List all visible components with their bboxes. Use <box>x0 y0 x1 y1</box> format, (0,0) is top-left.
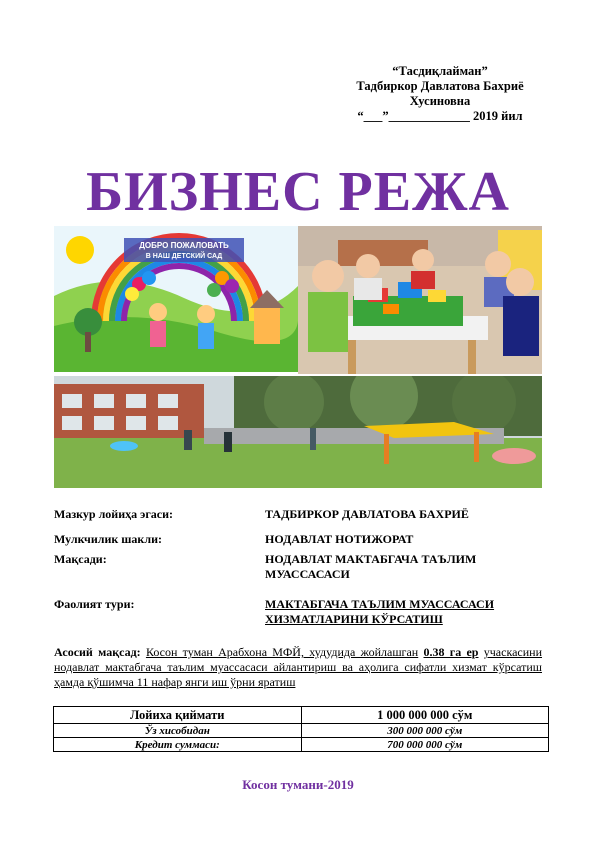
ownership-label: Мулкчилик шакли: <box>54 532 162 546</box>
activity-label: Фаолият тури: <box>54 597 135 611</box>
cost-header-label: Лойиха қиймати <box>54 707 302 724</box>
land-area: 0.38 га ер <box>423 645 479 659</box>
purpose-label: Асосий мақсад: <box>54 645 141 659</box>
own-funds-value: 300 000 000 сўм <box>301 724 549 738</box>
footer-location-year: Косон тумани-2019 <box>242 777 354 792</box>
children-playing-photo <box>298 226 542 374</box>
approver-name: Тадбиркор Давлатова Бахриё <box>356 79 524 93</box>
owner-value: ТАДБИРКОР ДАВЛАТОВА БАХРИЁ <box>265 507 469 521</box>
activity-value: МАКТАБГАЧА ТАЪЛИМ МУАССАСАСИ ХИЗМАТЛАРИНИ КЎРСАТИШ <box>265 597 495 626</box>
goal-label: Мақсади: <box>54 552 107 566</box>
credit-value: 700 000 000 сўм <box>301 738 549 752</box>
approver-patronymic: Хусиновна <box>409 94 471 108</box>
ownership-value: НОДАВЛАТ НОТИЖОРАТ <box>265 532 414 546</box>
table-row <box>54 738 549 752</box>
table-row <box>54 724 549 738</box>
owner-label: Мазкур лойиҳа эгаси: <box>54 507 173 521</box>
svg-text:В НАШ ДЕТСКИЙ САД: В НАШ ДЕТСКИЙ САД <box>145 253 223 260</box>
approval-date: “___”_____________ 2019 йил <box>357 109 523 123</box>
banner-text: ДОБРО ПОЖАЛОВАТЬ <box>139 241 229 250</box>
purpose-text-1: Косон туман Арабхона МФЙ, худудида жойлашган <box>145 645 419 659</box>
kindergarten-yard-photo <box>54 376 542 488</box>
main-purpose-paragraph <box>54 645 542 690</box>
cost-header-value: 1 000 000 000 сўм <box>301 707 549 724</box>
approval-title: “Тасдиқлайман” <box>392 64 488 78</box>
own-funds-label: Ўз хисобидан <box>54 724 302 738</box>
document-title: БИЗНЕС РЕЖА <box>86 161 510 223</box>
table-row <box>54 707 549 724</box>
approval-block <box>330 64 550 124</box>
goal-value: НОДАВЛАТ МАКТАБГАЧА ТАЪЛИМ МУАССАСАСИ <box>265 552 477 581</box>
kindergarten-cartoon-image <box>54 226 298 372</box>
purpose-text-2: учаскасини нодавлат мактабгача таълим муассасаси айлантириш ва аҳолига сифатли хизмат кўрсатиш ҳамда қўшимча 11 нафар янги иш ўрни яратиш <box>54 645 543 689</box>
project-cost-table <box>53 706 549 752</box>
credit-label: Кредит суммаси: <box>54 738 302 752</box>
